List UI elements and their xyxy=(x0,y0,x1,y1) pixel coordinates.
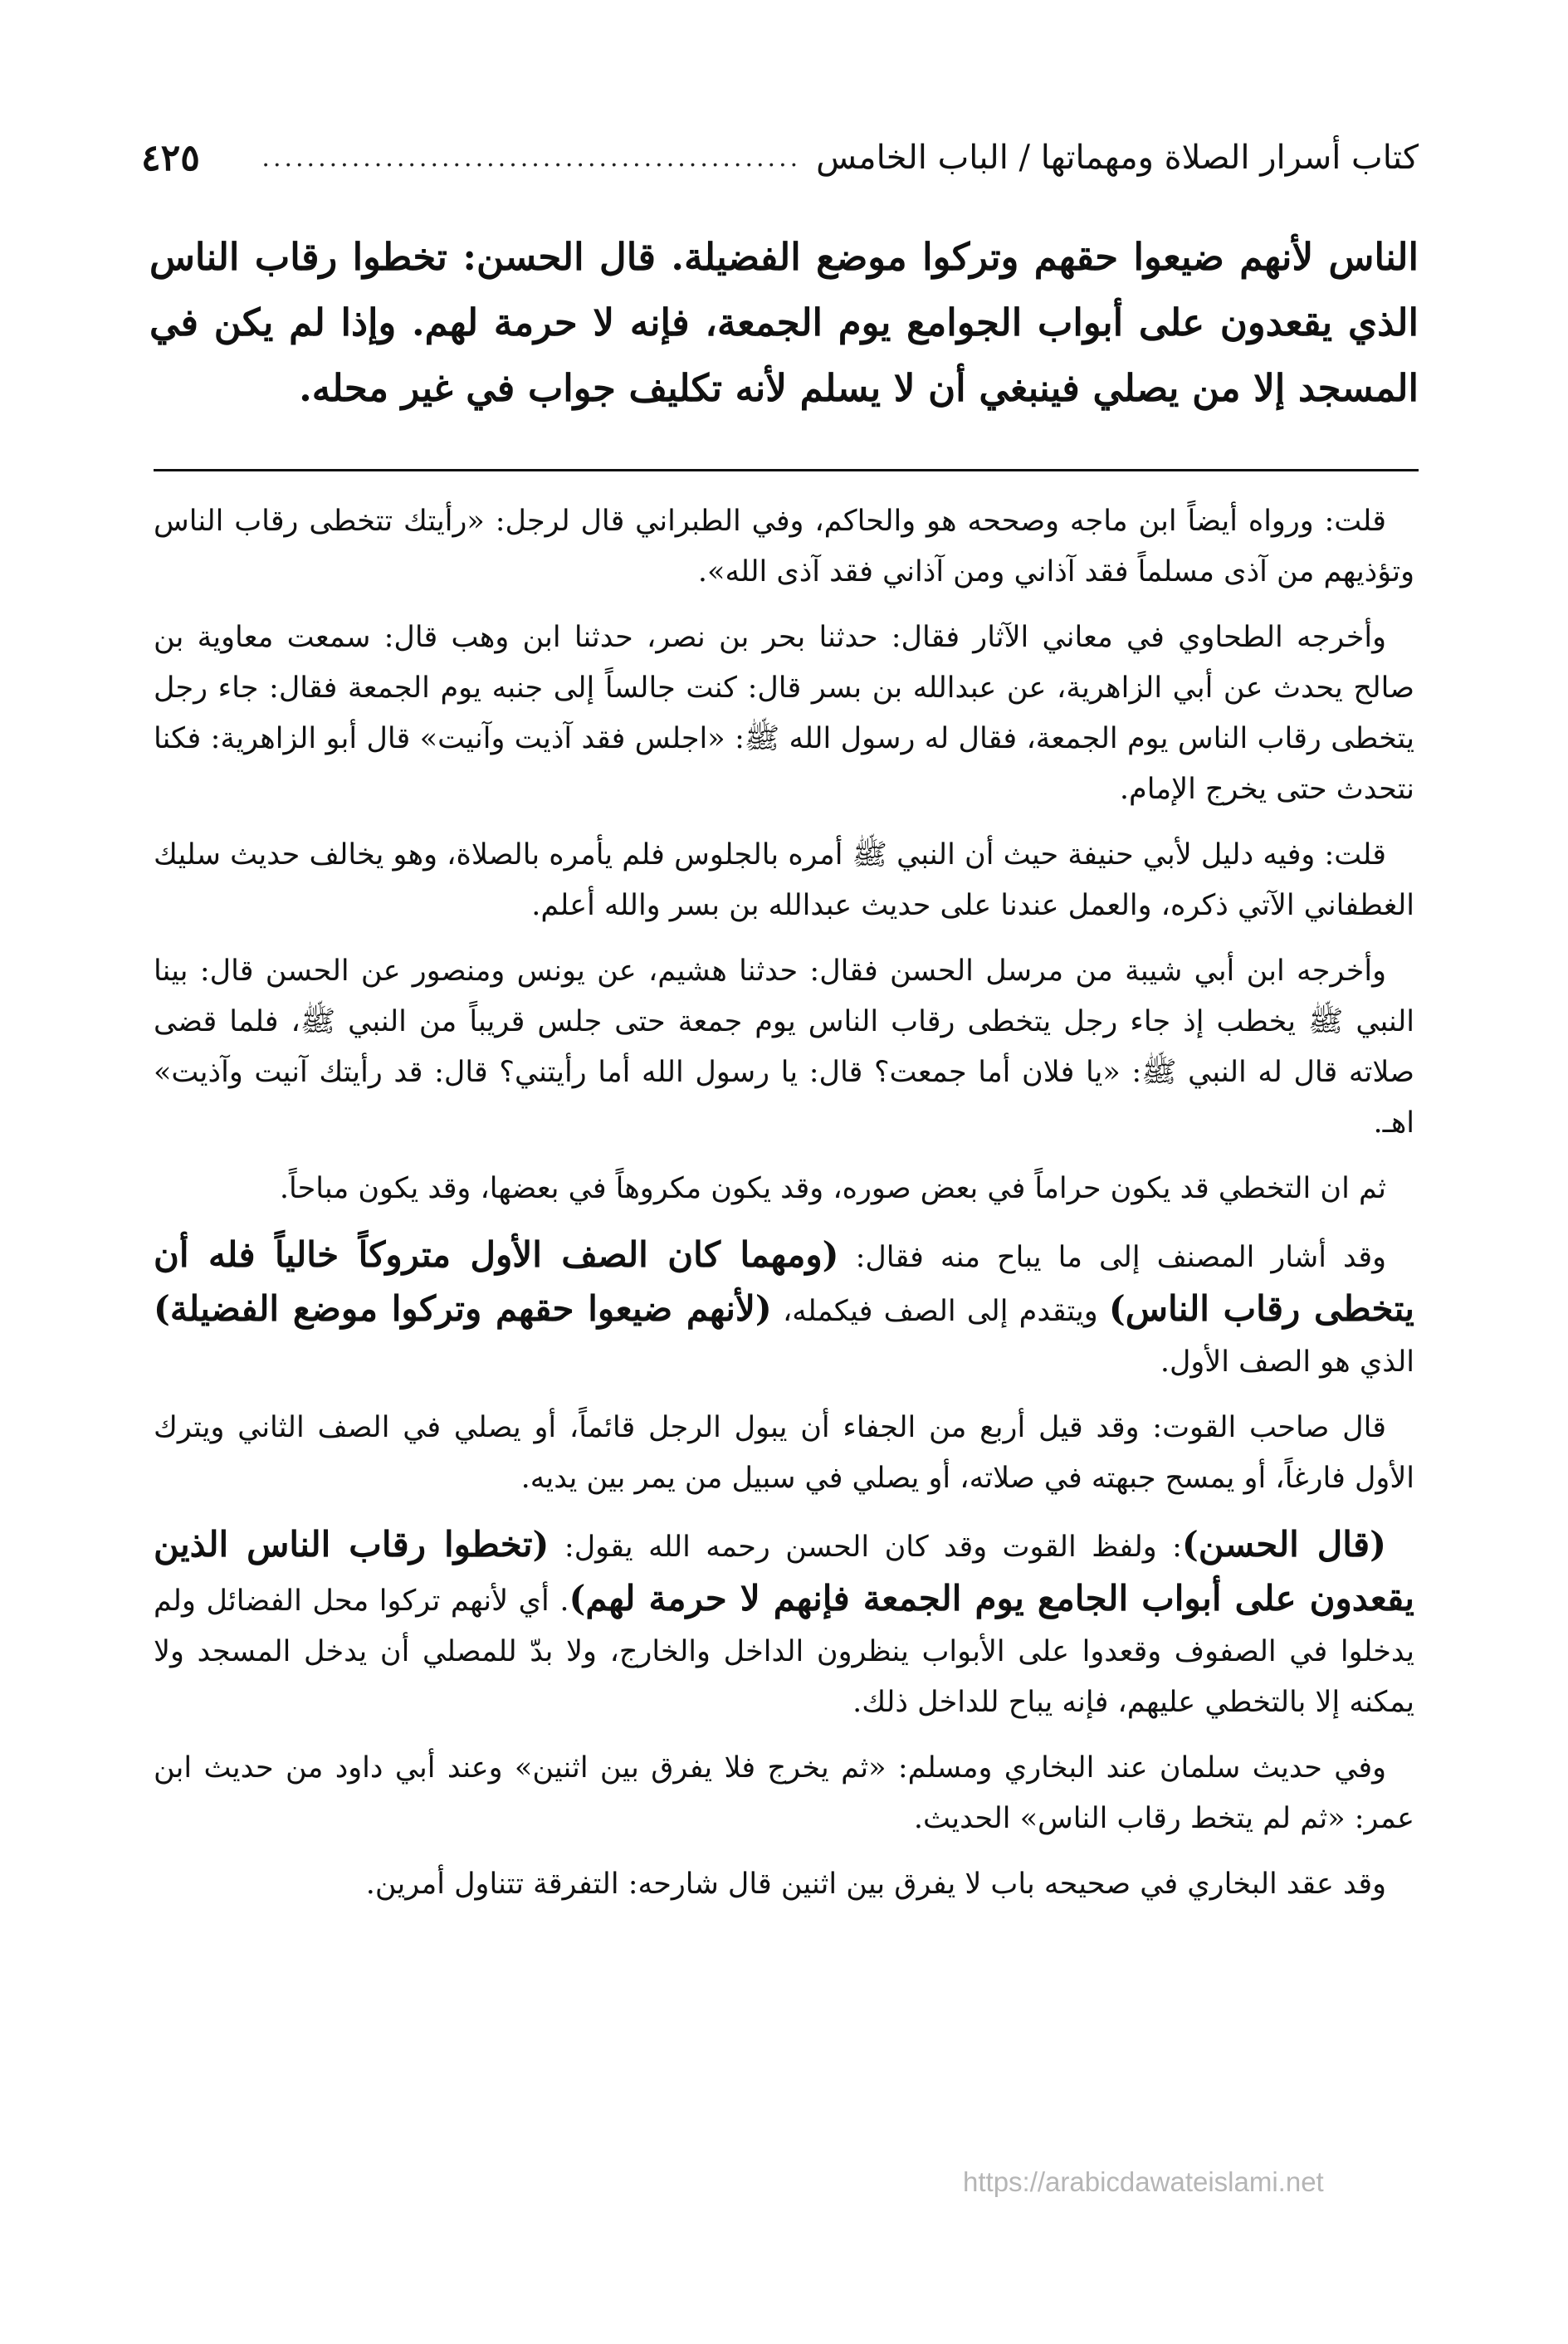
commentary-paragraph-9: وفي حديث سلمان عند البخاري ومسلم: «ثم يخرج فلا يفرق بين اثنين» وعند أبي داود من حديث ابن عمر: «ثم لم يتخط رقاب الناس» الحديث. xyxy=(154,1751,1414,1835)
commentary-paragraph-5: ثم ان التخطي قد يكون حراماً في بعض صوره، وقد يكون مكروهاً في بعضها، وقد يكون مباحاً. xyxy=(279,1172,1386,1205)
commentary-text: . أي لأنهم تركوا محل الفضائل ولم يدخلوا في الصفوف وقعدوا على الأبواب ينظرون الداخل والخارج، ولا بدّ للمصلي أن يدخل المسجد ولا يمكنه إلا بالتخطي عليهم، فإنه يباح للداخل ذلك. xyxy=(154,1585,1414,1719)
commentary-paragraph-8 xyxy=(154,1519,1414,1728)
commentary xyxy=(154,496,1414,2148)
leader-dots: ................................................ xyxy=(261,143,802,173)
footnote-divider xyxy=(154,469,1419,471)
running-title: كتاب أسرار الصلاة ومهماتها / الباب الخامس xyxy=(816,139,1419,177)
commentary-paragraph-7: قال صاحب القوت: وقد قيل أربع من الجفاء أن يبول الرجل قائماً، أو يصلي في الصف الثاني ويترك الأول فارغاً، أو يمسح جبهته في صلاته، أو يصلي في سبيل من يمر بين يديه. xyxy=(154,1411,1414,1495)
commentary-paragraph-1: قلت: ورواه أيضاً ابن ماجه وصححه هو والحاكم، وفي الطبراني قال لرجل: «رأيتك تتخطى رقاب الناس وتؤذيهم من آذى مسلماً فقد آذاني ومن آذاني فقد آذى الله». xyxy=(154,505,1414,588)
commentary-paragraph-6 xyxy=(154,1229,1414,1388)
commentary-paragraph-4: وأخرجه ابن أبي شيبة من مرسل الحسن فقال: حدثنا هشيم، عن يونس ومنصور عن الحسن قال: بينا النبي ﷺ يخطب إذ جاء رجل يتخطى رقاب الناس يوم جمعة حتى جلس قريباً من النبي ﷺ، فلما قضى صلاته قال له النبي ﷺ: «يا فلان أما جمعت؟ قال: يا رسول الله أما رأيتني؟ قال: قد رأيتك آنيت وآذيت» اهـ. xyxy=(154,955,1414,1140)
commentary-text: : ولفظ القوت وقد كان الحسن رحمه الله يقول: xyxy=(549,1531,1182,1564)
commentary-text: الذي هو الصف الأول. xyxy=(1160,1345,1414,1379)
commentary-paragraph-2: وأخرجه الطحاوي في معاني الآثار فقال: حدثنا بحر بن نصر، حدثنا ابن وهب قال: سمعت معاوية بن صالح يحدث عن أبي الزاهرية، عن عبدالله بن بسر قال: كنت جالساً إلى جنبه يوم الجمعة فقال: جاء رجل يتخطى رقاب الناس يوم الجمعة، فقال له رسول الله ﷺ: «اجلس فقد آذيت وآنيت» قال أبو الزاهرية: فكنا نتحدث حتى يخرج الإمام. xyxy=(154,621,1414,806)
commentary-text: ويتقدم إلى الصف فيكمله، xyxy=(771,1295,1109,1328)
running-header xyxy=(141,125,1419,191)
commentary-text: وقد أشار المصنف إلى ما يباح منه فقال: xyxy=(838,1241,1386,1274)
watermark-url: https://arabicdawateislami.net xyxy=(963,2166,1324,2197)
quoted-matn: (قال الحسن) xyxy=(1181,1524,1386,1565)
quoted-matn: (ومهما كان الصف الأول متروكاً خالياً فله أن يتخطى رقاب الناس) xyxy=(154,1234,1414,1329)
quoted-matn: (لأنهم ضيعوا حقهم وتركوا موضع الفضيلة) xyxy=(154,1288,772,1329)
page-number: ٤٢٥ xyxy=(141,136,200,179)
main-text: الناس لأنهم ضيعوا حقهم وتركوا موضع الفضيلة. قال الحسن: تخطوا رقاب الناس الذي يقعدون على أبواب الجوامع يوم الجمعة، فإنه لا حرمة لهم. وإذا لم يكن في المسجد إلا من يصلي فينبغي أن لا يسلم لأنه تكليف جواب في غير محله. xyxy=(149,235,1419,410)
quoted-matn: (تخطوا رقاب الناس الذين يقعدون على أبواب الجامع يوم الجمعة فإنهم لا حرمة لهم) xyxy=(154,1524,1414,1619)
commentary-paragraph-3: قلت: وفيه دليل لأبي حنيفة حيث أن النبي ﷺ أمره بالجلوس فلم يأمره بالصلاة، وهو يخالف حديث سليك الغطفاني الآتي ذكره، والعمل عندنا على حديث عبدالله بن بسر والله أعلم. xyxy=(154,838,1414,922)
commentary-paragraph-10: وقد عقد البخاري في صحيحه باب لا يفرق بين اثنين قال شارحه: التفرقة تتناول أمرين. xyxy=(365,1868,1386,1901)
